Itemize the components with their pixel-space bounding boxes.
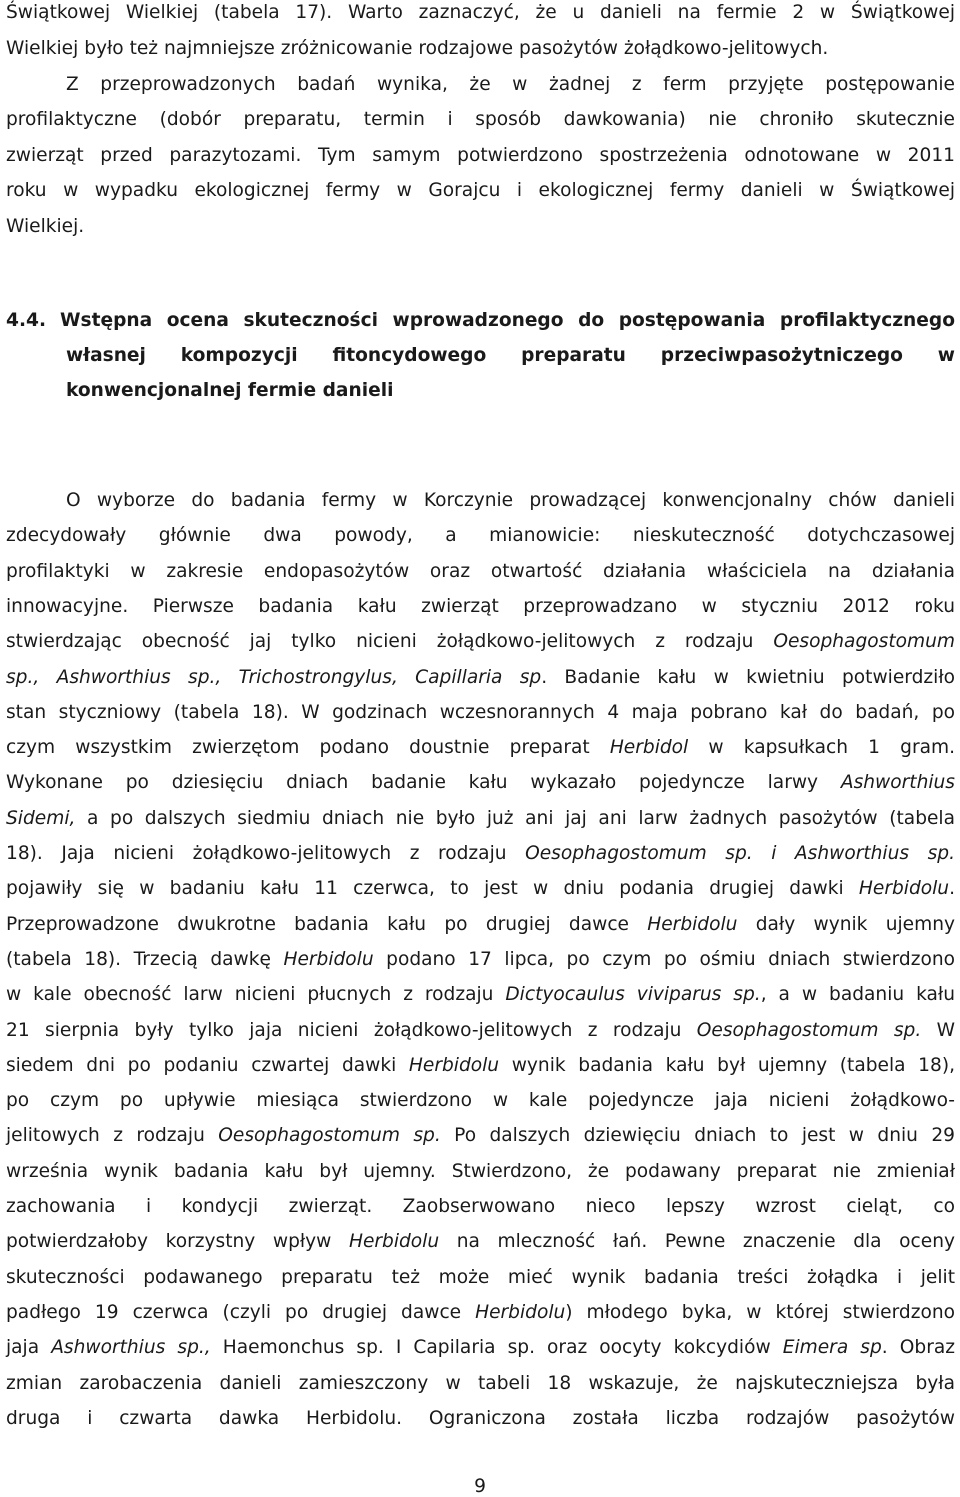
text-line bbox=[6, 527, 955, 546]
text-run: w kale obecność larw nicieni płucnych z rodzaju bbox=[6, 984, 506, 1006]
heading-line-3: konwencjonalnej fermie danieli bbox=[66, 380, 394, 401]
text-run: zmian zarobaczenia danieli zamieszczony w tabeli 18 wskazuje, że najskuteczniejsza była bbox=[6, 1372, 955, 1394]
text-line bbox=[6, 1127, 955, 1146]
text-run: druga i czwarta dawka Herbidolu. Ograniczona została liczba rodzajów pasożytów bbox=[6, 1407, 955, 1429]
text-run: stwierdzając obecność jaj tylko nicieni żołądkowo-jelitowych z rodzaju bbox=[6, 631, 774, 653]
text-line: Wielkiej było też najmniejsze zróżnicowanie rodzajowe pasożytów żołądkowo-jelitowych. bbox=[6, 38, 829, 59]
text-line bbox=[6, 1160, 955, 1182]
heading-line-2: własnej kompozycji fitoncydowego preparatu przeciwpasożytniczego w bbox=[66, 345, 955, 366]
italic-text: Herbidolu bbox=[348, 1231, 440, 1253]
text-line bbox=[6, 633, 955, 652]
text-line bbox=[6, 701, 955, 723]
text-run: 18). Jaja nicieni żołądkowo-jelitowych z rodzaju bbox=[6, 843, 526, 864]
text-run: , a w badaniu kału bbox=[760, 984, 955, 1006]
italic-text: Eimera sp bbox=[782, 1337, 882, 1359]
text-line bbox=[6, 1019, 955, 1041]
text-line bbox=[6, 913, 955, 935]
text-run: Wykonane po dziesięciu dniach badanie kału wykazało pojedyncze larwy bbox=[6, 772, 841, 794]
italic-text: Dictyocaulus viviparus sp. bbox=[505, 984, 761, 1006]
italic-text: Sidemi, bbox=[6, 807, 76, 829]
italic-text: Oesophagostomum bbox=[773, 631, 955, 653]
text-line bbox=[6, 948, 956, 970]
text-run: w kapsułkach 1 gram. bbox=[688, 737, 956, 759]
text-run: pojawiły się w badaniu kału 11 czerwca, to jest w dniu podania drugiej dawki bbox=[6, 878, 859, 900]
text-run: na mleczność łań. Pewne znaczenie dla oceny bbox=[439, 1231, 955, 1253]
italic-text: Oesophagostomum sp. bbox=[218, 1125, 441, 1147]
text-run: . bbox=[949, 878, 955, 900]
text-line bbox=[6, 1233, 955, 1252]
text-line bbox=[6, 560, 955, 582]
text-line: profilaktyczne (dobór preparatu, termin i sposób dawkowania) nie chroniło skutecznie bbox=[6, 109, 955, 130]
text-line bbox=[6, 1054, 955, 1076]
italic-text: Herbidolu bbox=[283, 948, 374, 970]
text-run: ) młodego byka, w której stwierdzono bbox=[565, 1301, 955, 1323]
text-run: . Obraz bbox=[881, 1337, 955, 1359]
text-run: profilaktyki w zakresie endopasożytów oraz otwartość działania właściciela na działania bbox=[6, 560, 955, 582]
text-line bbox=[6, 666, 955, 688]
text-run: innowacyjne. Pierwsze badania kału zwierząt przeprowadzano w styczniu 2012 roku bbox=[6, 595, 955, 617]
italic-text: Ashworthius sp., bbox=[51, 1337, 211, 1359]
text-run: . Badanie kału w kwietniu potwierdziło bbox=[541, 666, 955, 688]
text-line bbox=[6, 1339, 955, 1358]
italic-text: Herbidol bbox=[609, 737, 689, 759]
text-run: stan styczniowy (tabela 18). W godzinach wczesnorannych 4 maja pobrano kał do badań, po bbox=[6, 701, 955, 723]
text-run: Haemonchus sp. I Capilaria sp. oraz oocyty kokcydiów bbox=[210, 1337, 783, 1359]
italic-text: Herbidolu bbox=[647, 913, 738, 935]
text-run: 21 sierpnia były tylko jaja nicieni żołądkowo-jelitowych z rodzaju bbox=[6, 1019, 697, 1041]
text-run: O wyborze do badania fermy w Korczynie prowadzącej konwencjonalny chów danieli bbox=[66, 490, 955, 511]
heading-number: 4.4. bbox=[6, 310, 47, 331]
text-line bbox=[6, 880, 955, 899]
text-line bbox=[6, 1266, 955, 1288]
heading-line-1 bbox=[6, 312, 955, 331]
text-run: Przeprowadzone dwukrotne badania kału po drugiej dawce bbox=[6, 913, 648, 935]
text-line: Z przeprowadzonych badań wynika, że w żadnej z ferm przyjęte postępowanie bbox=[66, 74, 955, 95]
text-run: podano 17 lipca, po czym po ośmiu dniach stwierdzono bbox=[373, 948, 956, 970]
italic-text: Herbidolu bbox=[475, 1301, 566, 1323]
italic-text: Oesophagostomum sp. i Ashworthius sp. bbox=[525, 843, 955, 864]
text-line: Wielkiej. bbox=[6, 216, 85, 237]
text-line bbox=[6, 739, 955, 758]
text-line: Świątkowej Wielkiej (tabela 17). Warto zaznaczyć, że u danieli na fermie 2 w Świątkowej bbox=[6, 2, 955, 23]
page-number: 9 bbox=[474, 1476, 486, 1497]
heading-text-1: Wstępna ocena skuteczności wprowadzonego do postępowania profilaktycznego bbox=[60, 310, 955, 331]
text-run: jelitowych z rodzaju bbox=[6, 1125, 219, 1147]
text-run: potwierdzałoby korzystny wpływ bbox=[6, 1231, 349, 1253]
text-run: padłego 19 czerwca (czyli po drugiej dawce bbox=[6, 1301, 476, 1323]
italic-text: Herbidolu bbox=[858, 878, 950, 900]
text-line bbox=[66, 492, 955, 511]
text-line bbox=[6, 1407, 955, 1429]
italic-text: Oesophagostomum sp. bbox=[696, 1019, 922, 1041]
text-run: dały wynik ujemny bbox=[737, 913, 955, 935]
text-run: września wynik badania kału był ujemny. Stwierdzono, że podawany preparat nie zmieniał bbox=[6, 1160, 955, 1182]
text-run: W bbox=[921, 1019, 955, 1041]
text-line bbox=[6, 807, 955, 829]
text-run: (tabela 18). Trzecią dawkę bbox=[6, 948, 284, 970]
text-line bbox=[6, 1301, 955, 1323]
text-line bbox=[6, 774, 955, 793]
italic-text: Herbidolu bbox=[408, 1054, 500, 1076]
italic-text: sp., Ashworthius sp., Trichostrongylus, Capillaria sp bbox=[6, 666, 542, 688]
text-run: czym wszystkim zwierzętom podano doustnie preparat bbox=[6, 737, 610, 759]
text-run: a po dalszych siedmiu dniach nie było już ani jaj ani larw żadnych pasożytów (tabela bbox=[75, 807, 955, 829]
text-run: siedem dni po podaniu czwartej dawki bbox=[6, 1054, 409, 1076]
text-run: Po dalszych dziewięciu dniach to jest w dniu 29 bbox=[440, 1125, 955, 1147]
italic-text: Ashworthius bbox=[840, 772, 955, 794]
text-line bbox=[6, 986, 955, 1005]
text-line bbox=[6, 1092, 955, 1111]
text-run: jaja bbox=[6, 1337, 52, 1359]
text-run: zdecydowały głównie dwa powody, a mianowicie: nieskuteczność dotychczasowej bbox=[6, 525, 955, 547]
text-line bbox=[6, 1372, 955, 1394]
text-run: wynik badania kału był ujemny (tabela 18), bbox=[499, 1054, 955, 1076]
text-line: zwierząt przed parazytozami. Tym samym potwierdzono spostrzeżenia odnotowane w 2011 bbox=[6, 145, 955, 166]
text-run: zachowania i kondycji zwierząt. Zaobserwowano nieco lepszy wzrost cieląt, co bbox=[6, 1196, 955, 1217]
text-line bbox=[6, 1198, 955, 1217]
text-line bbox=[6, 595, 955, 617]
text-run: skuteczności podawanego preparatu też może mieć wynik badania treści żołądka i jelit bbox=[6, 1266, 955, 1288]
text-line: roku w wypadku ekologicznej fermy w Gorajcu i ekologicznej fermy danieli w Świątkowej bbox=[6, 180, 955, 201]
text-run: po czym po upływie miesiąca stwierdzono w kale pojedyncze jaja nicieni żołądkowo- bbox=[6, 1090, 955, 1112]
text-line bbox=[6, 845, 955, 864]
